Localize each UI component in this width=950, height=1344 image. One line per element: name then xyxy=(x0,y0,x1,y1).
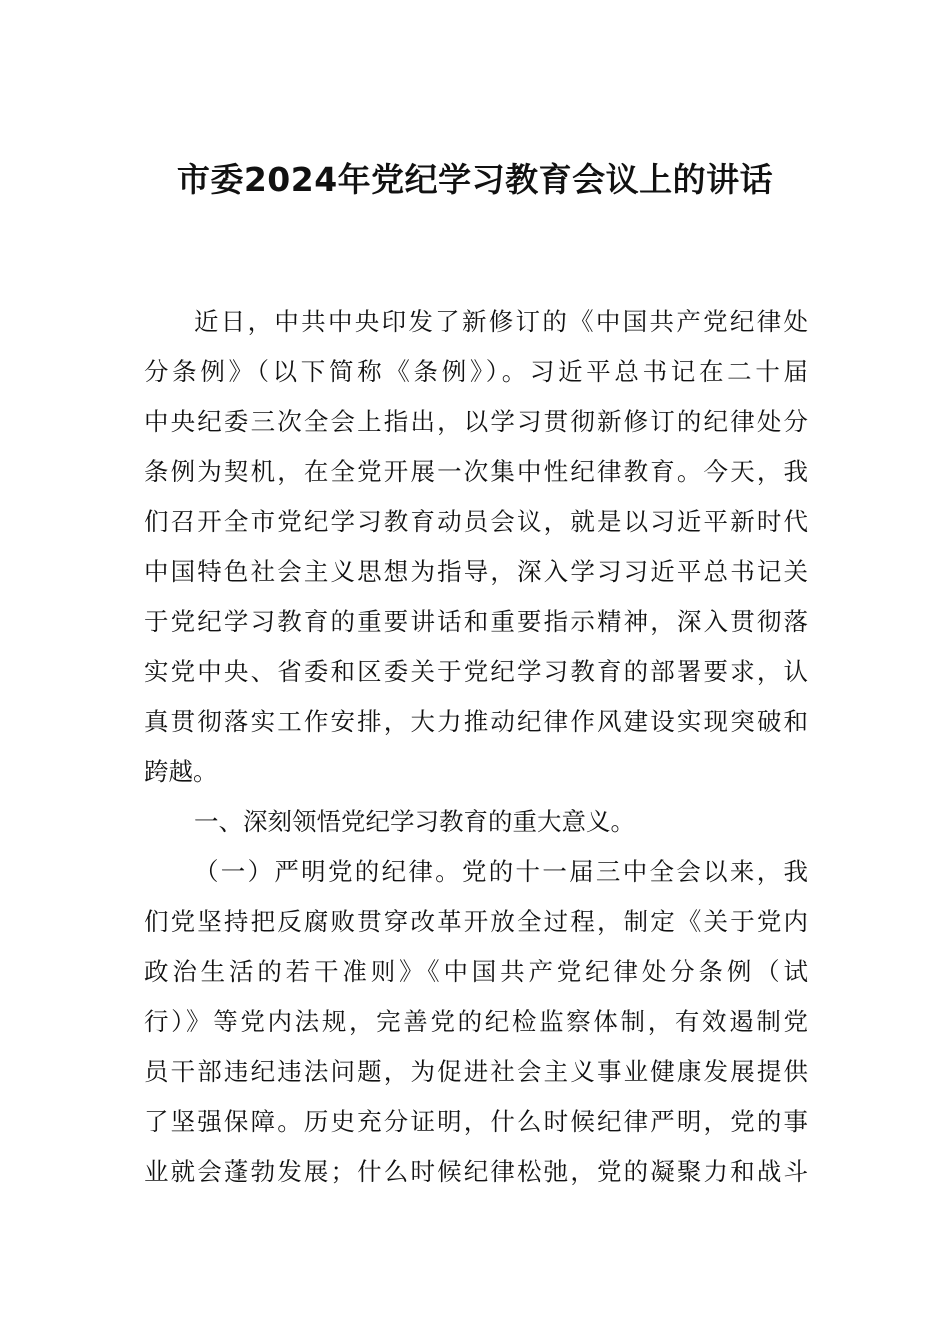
body-line: 政治生活的若干准则》《中国共产党纪律处分条例（试 xyxy=(144,957,808,986)
body-line: 跨越。 xyxy=(144,757,218,786)
body-line: 们召开全市党纪学习教育动员会议，就是以习近平新时代 xyxy=(144,507,808,536)
body-line: （一）严明党的纪律。党的十一届三中全会以来，我 xyxy=(194,857,808,886)
body-line: 于党纪学习教育的重要讲话和重要指示精神，深入贯彻落 xyxy=(144,607,808,636)
body-line: 业就会蓬勃发展；什么时候纪律松弛，党的凝聚力和战斗 xyxy=(144,1157,808,1186)
body-line: 一、深刻领悟党纪学习教育的重大意义。 xyxy=(194,807,635,836)
body-line: 近日，中共中央印发了新修订的《中国共产党纪律处 xyxy=(194,307,808,336)
body-line: 分条例》（以下简称《条例》）。习近平总书记在二十届 xyxy=(144,357,808,386)
body-line: 员干部违纪违法问题，为促进社会主义事业健康发展提供 xyxy=(144,1057,808,1086)
document-body xyxy=(144,297,808,1197)
body-line: 们党坚持把反腐败贯穿改革开放全过程，制定《关于党内 xyxy=(144,907,808,936)
body-line: 中央纪委三次全会上指出，以学习贯彻新修订的纪律处分 xyxy=(144,407,808,436)
body-line: 实党中央、省委和区委关于党纪学习教育的部署要求，认 xyxy=(144,657,808,686)
body-line: 了坚强保障。历史充分证明，什么时候纪律严明，党的事 xyxy=(144,1107,808,1136)
document-title: 市委2024年党纪学习教育会议上的讲话 xyxy=(176,160,774,199)
body-line: 条例为契机，在全党开展一次集中性纪律教育。今天，我 xyxy=(144,457,808,486)
body-line: 真贯彻落实工作安排，大力推动纪律作风建设实现突破和 xyxy=(144,707,808,736)
body-line: 行）》等党内法规，完善党的纪检监察体制，有效遏制党 xyxy=(144,1007,808,1036)
body-line: 中国特色社会主义思想为指导，深入学习习近平总书记关 xyxy=(144,557,808,586)
